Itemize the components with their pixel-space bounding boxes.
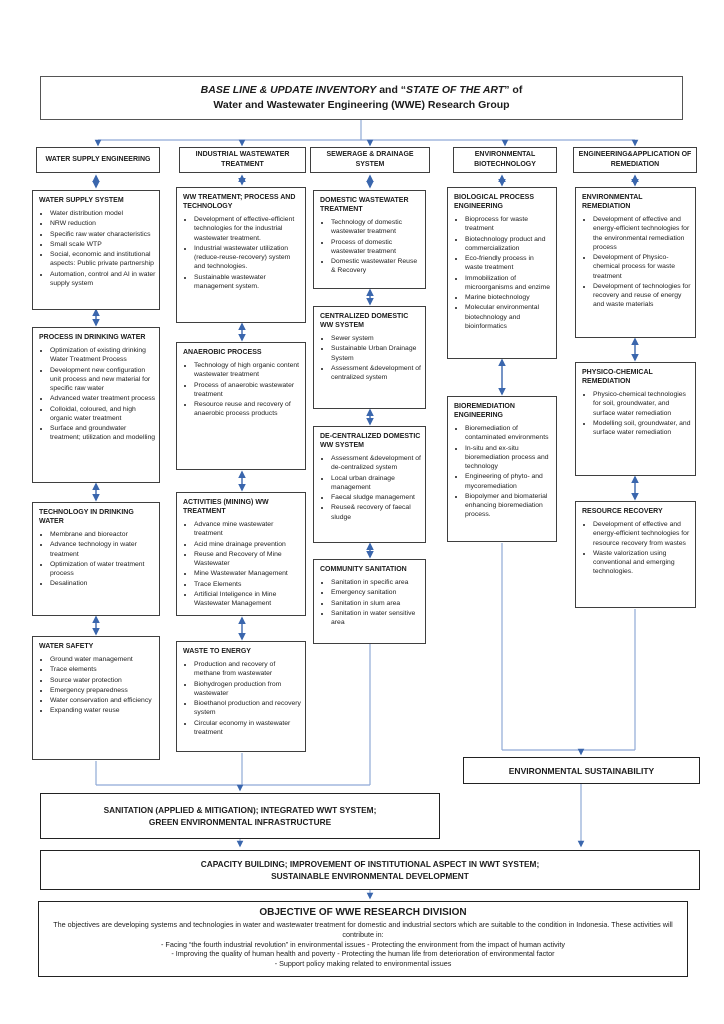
header-environmental-biotechnology [453, 147, 557, 173]
bullet-item: • Advanced water treatment process [50, 394, 156, 403]
objective-line: - Support policy making related to environmental issues [274, 959, 452, 969]
bullet-item: • Social, economic and institutional aspects: Public private partnership [50, 250, 156, 268]
box-water-supply-system [32, 190, 160, 310]
bullet-list [183, 215, 302, 291]
bullet-item: • Bioprocess for waste treatment [465, 215, 553, 233]
header-industrial-wastewater-treatment [179, 147, 306, 173]
box-process-in-drinking-water [32, 327, 160, 483]
objective-title: OBJECTIVE OF WWE RESEARCH DIVISION [259, 907, 467, 918]
bullet-item: • Technology of domestic wastewater treatment [331, 218, 422, 236]
bullet-item: • Mine Wastewater Management [194, 569, 302, 578]
bullet-list [320, 218, 422, 275]
box-decentralized-domestic-ww-system [313, 426, 426, 543]
bullet-item: • Development of Physico-chemical process for waste treatment [593, 253, 692, 281]
bullet-item: • Waste valorization using conventional and emerging technologies. [593, 549, 692, 577]
outcome-line2: SUSTAINABLE ENVIRONMENTAL DEVELOPMENT [271, 871, 469, 881]
bullet-list [582, 390, 692, 437]
box-sanitation-integrated-wwt [40, 793, 440, 839]
bullet-item: • Development new configuration unit process and new material for specific raw water [50, 366, 156, 394]
box-objective-wwe-research-division [38, 901, 688, 977]
box-title: WATER SUPPLY SYSTEM [39, 197, 124, 204]
bullet-item: • Reuse and Recovery of Mine Wastewater [194, 550, 302, 568]
diagram-title-line2: Water and Wastewater Engineering (WWE) Research Group [213, 99, 510, 112]
bullet-item: • Optimization of existing drinking Water Treatment Process [50, 346, 156, 364]
bullet-item: • Bioremediation of contaminated environments [465, 424, 553, 442]
bullet-item: • Modelling soil, groundwater, and surface water remediation [593, 419, 692, 437]
box-title: COMMUNITY SANITATION [320, 566, 407, 573]
bullet-item: • Industrial wastewater utilization (reduce-reuse-recovery) system and technologies. [194, 244, 302, 272]
bullet-item: • Membrane and bioreactor [50, 530, 156, 539]
box-waste-to-energy [176, 641, 306, 752]
bullet-item: • Source water protection [50, 676, 156, 685]
diagram-title-line1: BASE LINE & UPDATE INVENTORY and “STATE OF THE ART” of [200, 84, 523, 96]
bullet-list [582, 215, 692, 309]
bullet-item: • Resource reuse and recovery of anaerobic process products [194, 400, 302, 418]
box-title: BIOLOGICAL PROCESS ENGINEERING [454, 194, 534, 211]
bullet-item: • Marine biotechnology [465, 293, 553, 302]
box-physico-chemical-remediation [575, 362, 696, 476]
box-community-sanitation [313, 559, 426, 644]
box-title: ACTIVITIES (MINING) WW TREATMENT [183, 499, 269, 516]
objective-line: The objectives are developing systems and technologies in water and wastewater treatment for domestic and industrial sectors which are suitable to the condition in Indonesia. These activities will contribute in: [53, 920, 673, 939]
bullet-item: • Ground water management [50, 655, 156, 664]
bullet-item: • Development of effective and energy-efficient technologies for resource recovery from wastes [593, 520, 692, 548]
box-title: TECHNOLOGY IN DRINKING WATER [39, 509, 134, 526]
bullet-item: • Trace elements [50, 665, 156, 674]
box-title: WASTE TO ENERGY [183, 648, 251, 655]
bullet-item: • Trace Elements [194, 580, 302, 589]
bullet-list [320, 454, 422, 522]
bullet-list [39, 655, 156, 715]
box-title: ANAEROBIC PROCESS [183, 349, 262, 356]
bullet-item: • Specific raw water characteristics [50, 230, 156, 239]
bullet-item: • Assessment &development of de-centralized system [331, 454, 422, 472]
box-title: DOMESTIC WASTEWATER TREATMENT [320, 197, 409, 214]
header-label: INDUSTRIAL WASTEWATER TREATMENT [195, 150, 290, 168]
bullet-item: • Development of effective-efficient technologies for the industrial wastewater treatment. [194, 215, 302, 243]
bullet-item: • Engineering of phyto- and mycoremediation [465, 472, 553, 490]
bullet-list [454, 424, 553, 519]
header-label: WATER SUPPLY ENGINEERING [45, 155, 151, 163]
bullet-item: • Colloidal, coloured, and high organic water treatment [50, 405, 156, 423]
header-sewerage-drainage-system [310, 147, 430, 173]
bullet-item: • Immobilization of microorganisms and enzime [465, 274, 553, 292]
bullet-list [320, 334, 422, 382]
header-water-supply-engineering [36, 147, 160, 173]
objective-line: - Facing “the fourth industrial revolution” in environmental issues - Protecting the environment from the impact of human activity [161, 939, 565, 949]
bullet-item: • Small scale WTP [50, 240, 156, 249]
outcome-label: ENVIRONMENTAL SUSTAINABILITY [508, 765, 655, 776]
box-biological-process-engineering [447, 187, 557, 359]
bullet-item: • Eco-friendly process in waste treatment [465, 254, 553, 272]
bullet-item: • NRW reduction [50, 219, 156, 228]
bullet-item: • Physico-chemical technologies for soil, groundwater, and surface water remediation [593, 390, 692, 418]
box-anaerobic-process [176, 342, 306, 470]
box-environmental-remediation [575, 187, 696, 338]
bullet-item: • Sanitation in slum area [331, 599, 422, 608]
bullet-item: • Advance technology in water treatment [50, 540, 156, 558]
box-title: PHYSICO-CHEMICAL REMEDIATION [582, 369, 653, 386]
diagram-title [40, 76, 683, 120]
bullet-item: • Sustainable Urban Drainage System [331, 344, 422, 362]
bullet-item: • Molecular environmental biotechnology and bioinformatics [465, 303, 553, 331]
bullet-item: • Water conservation and efficiency [50, 696, 156, 705]
outcome-line1: CAPACITY BUILDING; IMPROVEMENT OF INSTITUTIONAL ASPECT IN WWT SYSTEM; [200, 858, 540, 869]
box-water-safety [32, 636, 160, 760]
bullet-list [320, 578, 422, 627]
bullet-item: • Automation, control and AI in water supply system [50, 270, 156, 288]
box-activities-mining-ww-treatment [176, 492, 306, 616]
objective-line: - Improving the quality of human health and poverty - Protecting the human life from deterioration of environmental factor [171, 949, 555, 959]
box-technology-in-drinking-water [32, 502, 160, 616]
bullet-item: • Development of effective and energy-efficient technologies for the environmental remediation process [593, 215, 692, 252]
box-title: BIOREMEDIATION ENGINEERING [454, 403, 515, 420]
bullet-item: • Reuse& recovery of faecal sludge [331, 503, 422, 521]
bullet-item: • Surface and groundwater treatment; utilization and modelling [50, 424, 156, 442]
box-domestic-wastewater-treatment [313, 190, 426, 289]
bullet-item: • Development of technologies for recovery and reuse of energy and waste materials [593, 282, 692, 310]
bullet-item: • Process of domestic wastewater treatment [331, 238, 422, 256]
bullet-item: • Emergency sanitation [331, 588, 422, 597]
bullet-item: • Circular economy in wastewater treatment [194, 719, 302, 737]
header-engineering-application-remediation [573, 147, 697, 173]
bullet-item: • Biopolymer and biomaterial enhancing bioremediation process. [465, 492, 553, 520]
bullet-list [39, 346, 156, 442]
bullet-item: • Assessment &development of centralized system [331, 364, 422, 382]
bullet-item: • Acid mine drainage prevention [194, 540, 302, 549]
bullet-list [39, 530, 156, 588]
bullet-item: • Advance mine wastewater treatment [194, 520, 302, 538]
bullet-item: • In-situ and ex-situ bioremediation process and technology [465, 444, 553, 472]
bullet-list [183, 520, 302, 608]
box-capacity-building [40, 850, 700, 890]
box-title: RESOURCE RECOVERY [582, 508, 663, 515]
box-title: DE-CENTRALIZED DOMESTIC WW SYSTEM [320, 433, 421, 450]
box-bioremediation-engineering [447, 396, 557, 542]
bullet-item: • Water distribution model [50, 209, 156, 218]
bullet-item: • Local urban drainage management [331, 474, 422, 492]
outcome-line1: SANITATION (APPLIED & MITIGATION); INTEGRATED WWT SYSTEM; [103, 804, 377, 815]
box-ww-treatment-process-technology [176, 187, 306, 323]
header-label: SEWERAGE & DRAINAGE SYSTEM [326, 150, 414, 168]
bullet-item: • Expanding water reuse [50, 706, 156, 715]
box-title: WW TREATMENT; PROCESS AND TECHNOLOGY [183, 194, 296, 211]
header-label: ENVIRONMENTAL BIOTECHNOLOGY [474, 150, 536, 168]
outcome-line2: GREEN ENVIRONMENTAL INFRASTRUCTURE [148, 817, 332, 827]
bullet-item: • Artificial Inteligence in Mine Wastewater Management [194, 590, 302, 608]
box-resource-recovery [575, 501, 696, 608]
bullet-item: • Sewer system [331, 334, 422, 343]
bullet-item: • Domestic wastewater Reuse & Recovery [331, 257, 422, 275]
bullet-list [183, 361, 302, 418]
box-title: PROCESS IN DRINKING WATER [39, 334, 146, 341]
box-title: WATER SAFETY [39, 643, 94, 650]
box-centralized-domestic-ww-system [313, 306, 426, 409]
bullet-item: • Sanitation in water sensitive area [331, 609, 422, 627]
bullet-item: • Faecal sludge management [331, 493, 422, 502]
box-title: CENTRALIZED DOMESTIC WW SYSTEM [320, 313, 409, 330]
bullet-item: • Optimization of water treatment process [50, 560, 156, 578]
bullet-item: • Production and recovery of methane from wastewater [194, 660, 302, 678]
bullet-list [183, 660, 302, 737]
bullet-item: • Bioethanol production and recovery system [194, 699, 302, 717]
bullet-item: • Sanitation in specific area [331, 578, 422, 587]
bullet-item: • Emergency preparedness [50, 686, 156, 695]
bullet-list [454, 215, 553, 331]
bullet-list [39, 209, 156, 288]
bullet-list [582, 520, 692, 576]
bullet-item: • Desalination [50, 579, 156, 588]
bullet-item: • Biohydrogen production from wastewater [194, 680, 302, 698]
box-title: ENVIRONMENTAL REMEDIATION [582, 194, 643, 211]
bullet-item: • Process of anaerobic wastewater treatment [194, 381, 302, 399]
header-label: ENGINEERING&APPLICATION OF REMEDIATION [578, 150, 692, 168]
bullet-item: • Sustainable wastewater management system. [194, 273, 302, 291]
box-environmental-sustainability [463, 757, 700, 784]
bullet-item: • Technology of high organic content wastewater treatment [194, 361, 302, 379]
bullet-item: • Biotechnology product and commercialization [465, 235, 553, 253]
